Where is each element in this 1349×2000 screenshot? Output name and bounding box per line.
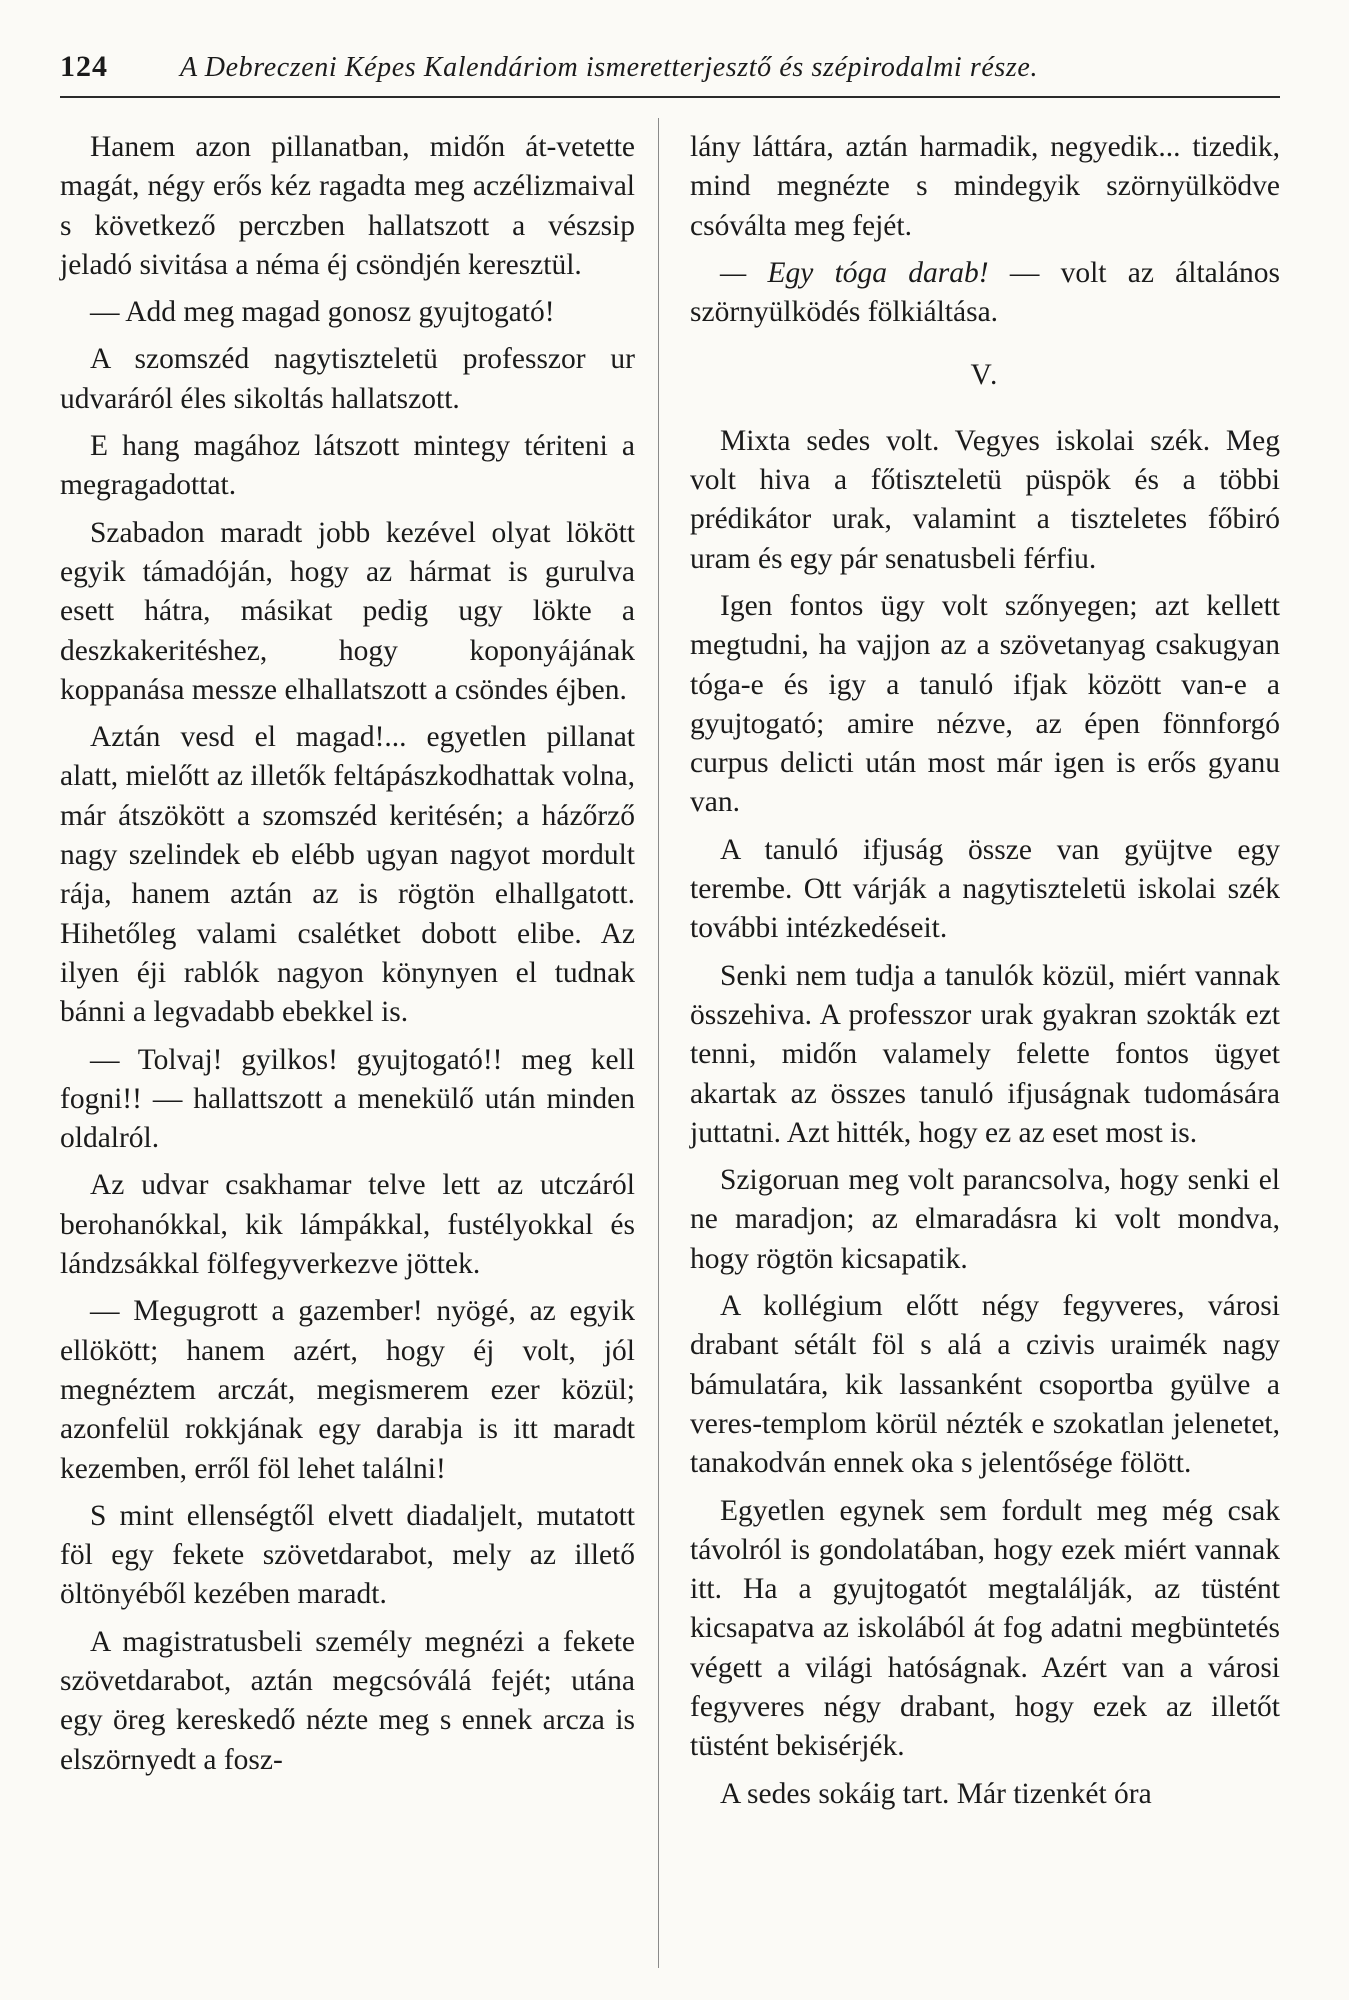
paragraph: S mint ellenségtől elvett diadaljelt, mutatott föl egy fekete szövetdarabot, mely az illető öltönyéből kezében maradt.	[60, 1499, 635, 1611]
paragraph: Hanem azon pillanatban, midőn át-vetette magát, négy erős kéz ragadta meg aczélizmaival s következő perczben hallatszott a vészsip jeladó sivitása a néma éj csöndjén keresztül.	[60, 131, 635, 281]
paragraph: A szomszéd nagytiszteletü professzor ur udvaráról éles sikoltás hallatszott.	[60, 343, 635, 415]
running-header	[60, 42, 1280, 98]
paragraph: Igen fontos ügy volt szőnyegen; azt kellett megtudni, ha vajjon az a szövetanyag csakugyan tóga-e és igy a tanuló ifjak között van-e a gyujtogató; amire nézve, az épen fönnforgó curpus delicti után most már igen is erős gyanu van.	[690, 589, 1280, 819]
section-number: V.	[970, 359, 1000, 392]
toga-quote: — Egy tóga darab!	[720, 256, 989, 289]
toga-quote-rest: — volt az általános szörnyülködés fölkiáltása.	[690, 256, 1281, 329]
paragraph: A sedes sokáig tart. Már tizenkét óra	[720, 1777, 1152, 1810]
toga-exclamation	[690, 254, 1280, 333]
paragraph: A tanuló ifjuság össze van gyüjtve egy terembe. Ott várják a nagytiszteletü iskolai szék további intézkedéseit.	[690, 833, 1280, 945]
paragraph: E hang magához látszott mintegy tériteni a megragadottat.	[60, 430, 635, 502]
paragraph: — Add meg magad gonosz gyujtogató!	[90, 296, 555, 329]
paragraph: — Tolvaj! gyilkos! gyujtogató!! meg kell fogni!! — hallattszott a menekülő után minden oldalról.	[60, 1043, 635, 1155]
paragraph: Mixta sedes volt. Vegyes iskolai szék. Meg volt hiva a főtiszteletü püspök és a többi prédikátor urak, valamint a tiszteletes főbiró uram és egy pár senatusbeli férfiu.	[690, 424, 1280, 575]
paragraph: Szigoruan meg volt parancsolva, hogy senki el ne maradjon; az elmaradásra ki volt mondva, hogy rögtön kicsapatik.	[690, 1164, 1280, 1275]
page-number: 124	[60, 50, 108, 83]
paragraph: Aztán vesd el magad!... egyetlen pillanat alatt, mielőtt az illetők feltápászkodhattak volna, már átszökött a szomszéd keritésén; a házőrző nagy szelindek eb elébb ugyan nagyot mordult rája, hanem aztán az is rögtön elhallgatott. Hihetőleg valami csalétket dobott elibe. Az ilyen éji rablók nagyon könynyen el tudnak bánni a legvadabb ebekkel is.	[60, 721, 635, 1029]
paragraph: Senki nem tudja a tanulók közül, miért vannak összehiva. A professzor urak gyakran szokták ezt tenni, midőn valamely felette fontos ügyet akartak az összes tanuló ifjuságnak tudomására juttatni. Azt hitték, hogy ez az eset most is.	[690, 959, 1280, 1149]
left-column	[60, 128, 635, 1788]
paragraph: Szabadon maradt jobb kezével olyat lökött egyik támadóján, hogy az hármat is gurulva esett hátra, másikat pedig ugy lökte a deszkakeritéshez, hogy koponyájának koppanása messze elhallatszott a csöndes éjben.	[60, 516, 635, 706]
paragraph: Egyetlen egynek sem fordult meg még csak távolról is gondolatában, hogy ezek miért vannak itt. Ha a gyujtogatót megtalálják, az tüstént kicsapatva az iskolából át fog adatni megbüntetés végett a világi hatóságnak. Azért van a városi fegyveres négy drabant, hogy ezek az illetőt tüstént bekisérjék.	[690, 1494, 1280, 1763]
paragraph: Az udvar csakhamar telve lett az utczáról berohanókkal, kik lámpákkal, fustélyokkal és lándzsákkal fölfegyverkezve jöttek.	[60, 1169, 635, 1281]
running-title: A Debreczeni Képes Kalendáriom ismeretterjesztő és szépirodalmi része.	[180, 52, 1039, 83]
paragraph: A magistratusbeli személy megnézi a fekete szövetdarabot, aztán megcsóválá fejét; utána egy öreg kereskedő nézte meg s ennek arcza is elszörnyedt a fosz-	[60, 1625, 635, 1776]
paragraph-continued: lány láttára, aztán harmadik, negyedik... tizedik, mind megnézte s mindegyik szörnyülködve csóválta meg fejét.	[690, 131, 1280, 242]
paragraph: — Megugrott a gazember! nyögé, az egyik ellökött; hanem azért, hogy éj volt, jól megnéztem arczát, megismerem ezer közül; azonfelül rokkjának egy darabja is itt maradt kezemben, erről föl lehet találni!	[60, 1295, 635, 1485]
right-column	[690, 128, 1280, 1822]
paragraph: A kollégium előtt négy fegyveres, városi drabant sétált föl s alá a czivis uraimék nagy bámulatára, kik lassanként csoportba gyülve a veres-templom körül nézték e szokatlan jelenetet, tanakodván ennek oka s jelentősége fölött.	[690, 1290, 1280, 1480]
column-divider	[658, 118, 659, 1968]
